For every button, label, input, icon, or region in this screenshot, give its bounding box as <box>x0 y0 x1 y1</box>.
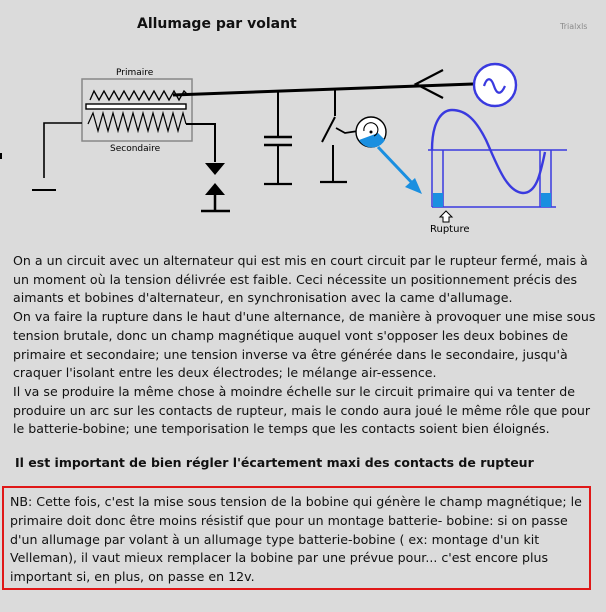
paragraph-1: On a un circuit avec un alternateur qui est mis en court circuit par le rupteur fermé, mais à un moment où la tension délivrée est faible. Ceci nécessite un positionnement précis des aimants et bobines d'alternateur, en synchronisation avec la came d'allumage. <box>13 253 588 306</box>
ignition-circuit-diagram <box>0 0 606 245</box>
page-title: Allumage par volant <box>137 16 297 32</box>
explanation-text <box>13 252 601 439</box>
rupture-up-arrow-icon <box>440 211 452 222</box>
paragraph-2: On va faire la rupture dans le haut d'une alternance, de manière à provoquer une mise sous tension brutale, donc un champ magnétique auquel vont s'opposer les deux bobines de primaire et secondaire; une tension inverse va être générée dans le secondaire, jusqu'à craquer l'isolant entre les deux électrodes; le mélange air-essence. <box>13 309 596 381</box>
paragraph-3: Il va se produire la même chose à moindre échelle sur le circuit primaire qui va tenter de produire un arc sur les contacts de rupteur, mais le condo aura joué le même rôle que pour le batterie-bobine; une temporisation le temps que les contacts soient bien éloignés. <box>13 383 591 437</box>
coil-core <box>86 104 186 109</box>
important-note: Il est important de bien régler l'écartement maxi des contacts de rupteur <box>15 455 534 470</box>
pointer-arrow-head <box>405 178 422 194</box>
breaker-lever <box>336 128 358 133</box>
pointer-arrow-line <box>378 147 415 186</box>
ground-wire-left <box>44 123 82 178</box>
rupture-zone-right <box>541 193 551 207</box>
secondary-winding <box>88 113 186 131</box>
label-primaire: Primaire <box>116 68 154 78</box>
coil-box <box>82 79 192 141</box>
hv-lead <box>186 124 215 162</box>
breaker-contact <box>322 117 335 142</box>
cam-axis <box>370 131 373 134</box>
label-secondaire: Secondaire <box>110 144 161 154</box>
rupture-zone-left <box>433 193 443 207</box>
alternator-circle <box>474 64 516 106</box>
spark-electrode-top <box>205 163 225 175</box>
label-rupture: Rupture <box>430 224 470 235</box>
spark-electrode-bottom <box>205 183 225 195</box>
watermark: Trialxls <box>560 22 588 31</box>
sine-wave <box>432 110 545 193</box>
nb-box: NB: Cette fois, c'est la mise sous tension de la bobine qui génère le champ magnétique; le primaire doit donc être moins résistif que pour un montage batterie- bobine: si on passe d'un allumage par volant à un allumage type batterie-bobine ( ex: montage d'un kit Velleman), il vaut mieux remplacer la bobine par une prévue pour... c'est encore plus important si, en plus, on passe en 12v. <box>2 486 591 590</box>
